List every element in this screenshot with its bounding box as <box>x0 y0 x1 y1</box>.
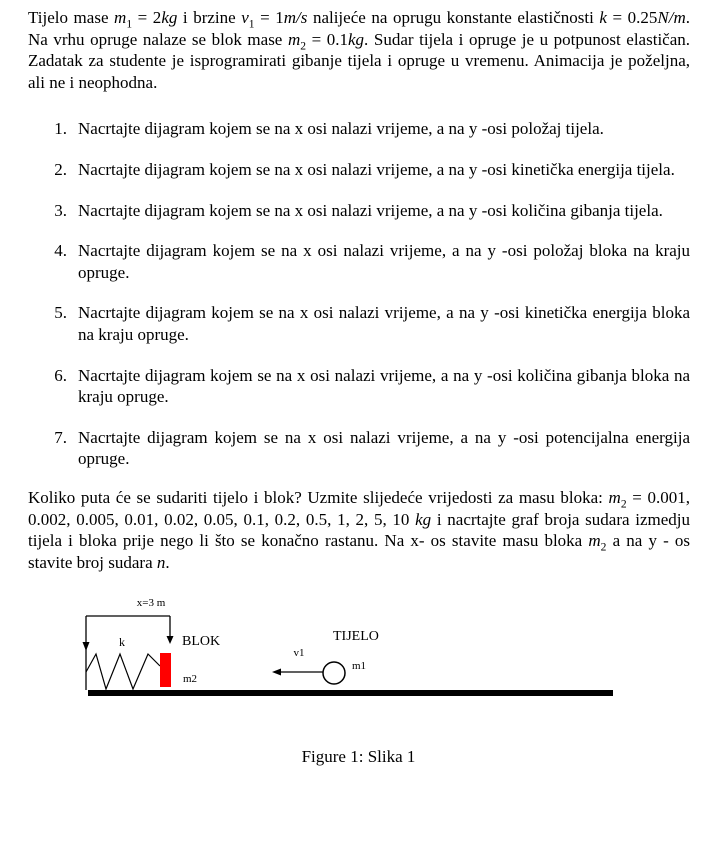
body-circle <box>323 662 345 684</box>
task-text: Nacrtajte dijagram kojem se na x osi nalazi vrijeme, a na y -osi količina gibanja bloka na kraju opruge. <box>78 365 690 407</box>
task-text: Nacrtajte dijagram kojem se na x osi nalazi vrijeme, a na y -osi količina gibanja tijela. <box>78 200 663 220</box>
task-text: Nacrtajte dijagram kojem se na x osi nalazi vrijeme, a na y -osi položaj tijela. <box>78 119 604 139</box>
block-title: BLOK <box>182 634 221 650</box>
spring-zigzag <box>86 654 160 689</box>
figure-spring-diagram <box>0 582 717 767</box>
task-number: 4. <box>54 241 67 261</box>
spring-block-body-diagram <box>0 582 717 732</box>
task-number: 6. <box>54 365 67 385</box>
intro-paragraph: Tijelo mase $m_1 = 2kg$ i brzine $v_1 = 1m/s$ nalijeće na oprugu konstante elastičnosti k = 0.25N/m. Na vrhu opruge nalaze se blok mase $m_2 = 0.1kg$. Sudar tijela i opruge je u potpunost elastičan. Zadatak za studente je isprogramirati gibanje tijela i opruge u vremenu. Animacija je poželjna, ali ne i neophodna. <box>28 8 691 92</box>
dimension-arrow-right-icon <box>167 636 174 644</box>
task-text: Nacrtajte dijagram kojem se na x osi nalazi vrijeme, a na y -osi kinetička energija tijela. <box>78 159 675 179</box>
task-text: Nacrtajte dijagram kojem se na x osi nalazi vrijeme, a na y -osi kinetička energija bloka na kraju opruge. <box>78 303 690 344</box>
task-item-6 <box>28 365 690 408</box>
task-number: 1. <box>54 119 67 139</box>
task-item-2 <box>28 159 690 181</box>
dimension-label: x=3 m <box>136 597 166 610</box>
task-text: Nacrtajte dijagram kojem se na x osi nalazi vrijeme, a na y -osi potencijalna energija opruge. <box>78 427 690 469</box>
task-number: 3. <box>54 200 67 220</box>
task-item-3 <box>28 200 690 222</box>
task-item-5 <box>28 302 690 345</box>
body-title: TIJELO <box>333 629 379 645</box>
task-text: Nacrtajte dijagram kojem se na x osi nalazi vrijeme, a na y -osi položaj bloka na kraju opruge. <box>78 241 690 282</box>
block-mass-label: m2 <box>183 673 198 686</box>
body-mass-label: m1 <box>352 660 367 673</box>
figure-caption: Figure 1: Slika 1 <box>301 747 416 767</box>
closing-paragraph: Koliko puta će se sudariti tijelo i blok? Uzmite slijedeće vrijedosti za masu bloka: $m_2 = 0.001$, 0.002, 0.005, 0.01, 0.02, 0.05, 0.1, 0.2, 0.5, 1, 2, 5, 10 kg i nacrtajte graf broja sudara izmedju tijela i bloka prije nego li što se konačno rastanu. Na x- os stavite masu bloka $m_2$ a na y - os stavite broj sudara n. <box>28 487 690 572</box>
ground-line <box>88 690 613 696</box>
task-list <box>28 118 690 470</box>
task-number: 2. <box>54 159 67 179</box>
task-item-4 <box>28 240 690 283</box>
task-item-7 <box>28 427 690 470</box>
velocity-arrow-head-icon <box>272 669 281 676</box>
task-number: 7. <box>54 427 67 447</box>
block-rect <box>160 653 171 687</box>
task-number: 5. <box>54 303 67 323</box>
velocity-label: v1 <box>293 647 305 660</box>
spring-constant-label: k <box>119 635 125 650</box>
task-item-1 <box>28 118 690 140</box>
dimension-arrow-left-icon <box>83 642 90 651</box>
